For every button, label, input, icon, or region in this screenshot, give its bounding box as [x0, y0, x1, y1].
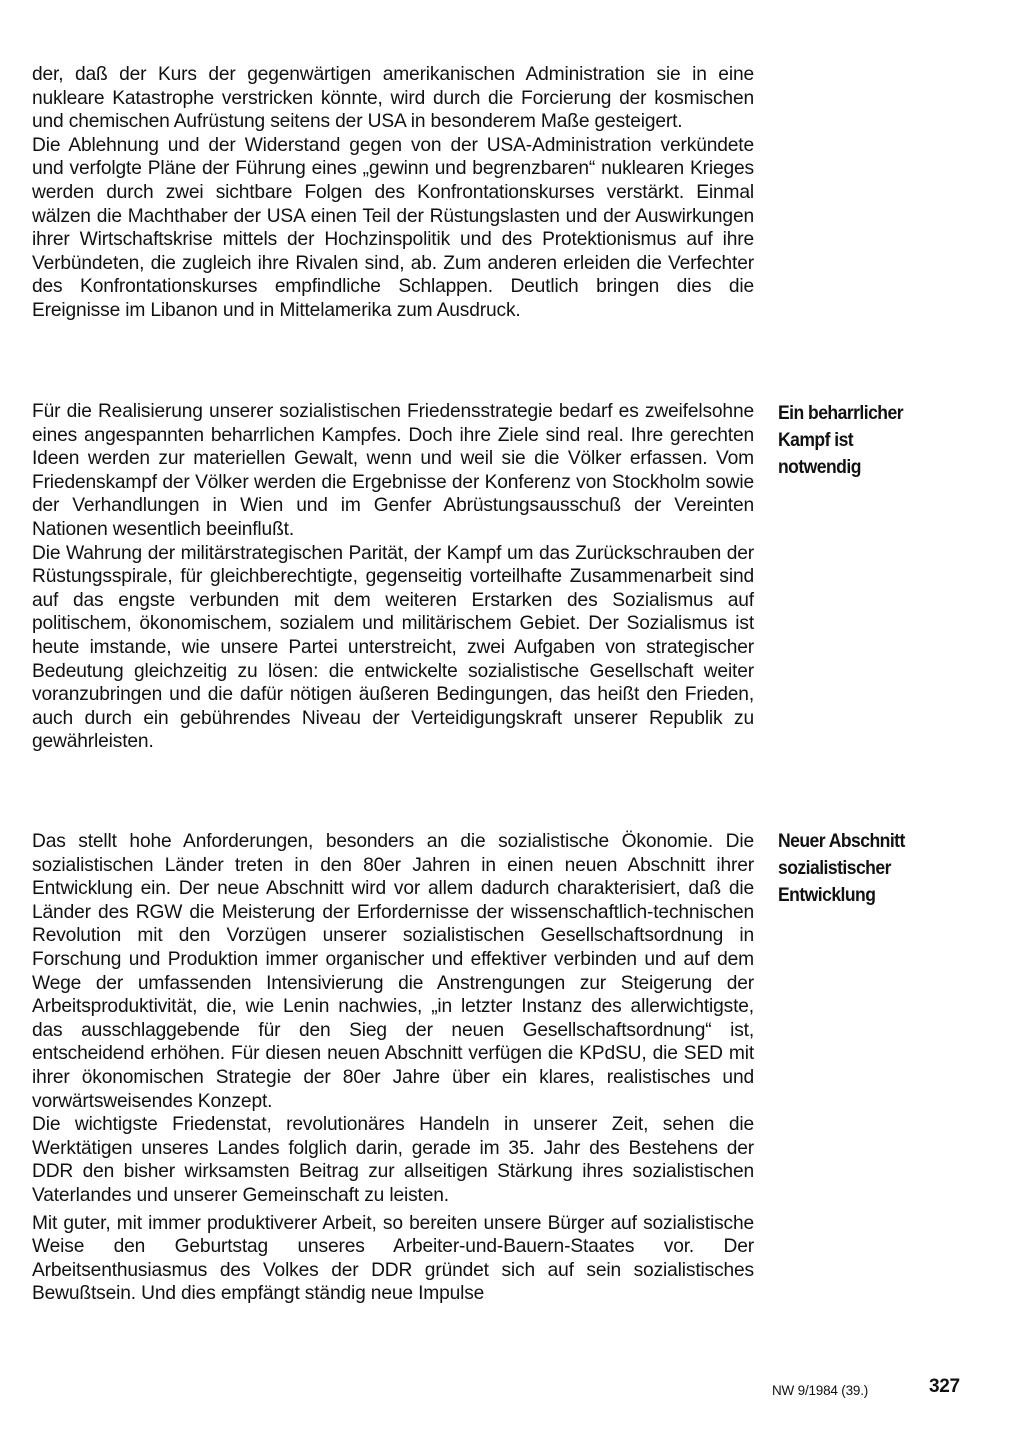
side-heading-abschnitt: Neuer Abschnitt sozialistischer Entwicklung [778, 830, 905, 906]
paragraph: Das stellt hohe Anforderungen, besonders an die sozialistische Ökonomie. Die sozialistischen Länder treten in den 80er Jahren in einen neuen Abschnitt ihrer Entwicklung ein. Der neue Abschnitt wird vor allem dadurch charakterisiert, daß die Länder des RGW die Meisterung der Erfordernisse der wissenschaftlich-technischen Revolution mit den Vorzügen unserer sozialistischen Gesellschaftsordnung in Forschung und Produktion immer organischer und effektiver verbinden und auf dem Wege der umfassenden Intensivierung die Anstrengungen zur Steigerung der Arbeitsproduktivität, die, wie Lenin nachwies, „in letzter Instanz des allerwichtigste, das ausschlaggebende für den Sieg der neuen Gesellschaftsordnung“ ist, entscheidend erhöhen. Für diesen neuen Abschnitt verfügen die KPdSU, die SED mit ihrer ökonomischen Strategie der 80er Jahre über ein klares, realistisches und vorwärtsweisendes Konzept. [32, 831, 754, 1112]
paragraph: Mit guter, mit immer produktiverer Arbeit, so bereiten unsere Bürger auf sozialistische Weise den Geburtstag unseres Arbeiter-und-Bauern-Staates vor. Der Arbeitsenthusiasmus des Volkes der DDR gründet sich auf sein sozialistisches Bewußtsein. Und dies empfängt ständig neue Impulse [32, 1212, 754, 1305]
paragraph: Die Ablehnung und der Widerstand gegen von der USA-Administration verkündete und verfolgte Pläne der Führung eines „gewinn und begrenzbaren“ nuklearen Krieges werden durch zwei sichtbare Folgen des Konfrontationskurses verstärkt. Einmal wälzen die Machthaber der USA einen Teil der Rüstungslasten und der Auswirkungen ihrer Wirtschaftskrise mittels der Hochzinspolitik und des Protektionismus auf ihre Verbündeten, die zugleich ihre Rivalen sind, ab. Zum anderen erleiden die Verfechter des Konfrontationskurses empfindliche Schlappen. Deutlich bringen dies die Ereignisse im Libanon und in Mittelamerika zum Ausdruck. [32, 134, 754, 321]
paragraph: Die wichtigste Friedenstat, revolutionäres Handeln in unserer Zeit, sehen die Werktätigen unseres Landes folglich darin, gerade im 35. Jahr des Bestehens der DDR den bisher wirksamsten Beitrag zur allseitigen Stärkung ihres sozialistischen Vaterlandes und unserer Gemeinschaft zu leisten. [32, 1114, 754, 1206]
text-block-2 [32, 400, 754, 754]
page-number: 327 [929, 1376, 960, 1397]
text-block-3 [32, 830, 754, 1306]
text-block-1 [32, 63, 754, 323]
issue-reference: NW 9/1984 (39.) [772, 1383, 869, 1398]
paragraph: Für die Realisierung unserer sozialistischen Friedensstrategie bedarf es zweifelsohne eines angespannten beharrlichen Kampfes. Doch ihre Ziele sind real. Ihre gerechten Ideen werden zur materiellen Gewalt, wenn und weil sie die Völker erfassen. Vom Friedenskampf der Völker werden die Ergebnisse der Konferenz von Stockholm sowie der Verhandlungen in Wien und im Genfer Abrüstungsausschuß der Vereinten Nationen wesentlich beeinflußt. [32, 401, 754, 540]
side-heading-kampf: Ein beharrlicher Kampf ist notwendig [778, 402, 903, 478]
paragraph: der, daß der Kurs der gegenwärtigen amerikanischen Administration sie in eine nukleare Katastrophe verstricken könnte, wird durch die Forcierung der kosmischen und chemischen Aufrüstung seitens der USA in besonderem Maße gesteigert. [32, 64, 754, 133]
paragraph: Die Wahrung der militärstrategischen Parität, der Kampf um das Zurückschrauben der Rüstungsspirale, für gleichberechtigte, gegenseitig vorteilhafte Zusammenarbeit sind auf das engste verbunden mit dem weiteren Erstarken des Sozialismus auf politischem, ökonomischem, sozialem und militärischem Gebiet. Der Sozialismus ist heute imstande, wie unsere Partei unterstreicht, zwei Aufgaben von strategischer Bedeutung gleichzeitig zu lösen: die entwickelte sozialistische Gesellschaft weiter voranzubringen und die dafür nötigen äußeren Bedingungen, das heißt den Frieden, auch durch ein gebührendes Niveau der Verteidigungskraft unserer Republik zu gewährleisten. [32, 542, 754, 753]
